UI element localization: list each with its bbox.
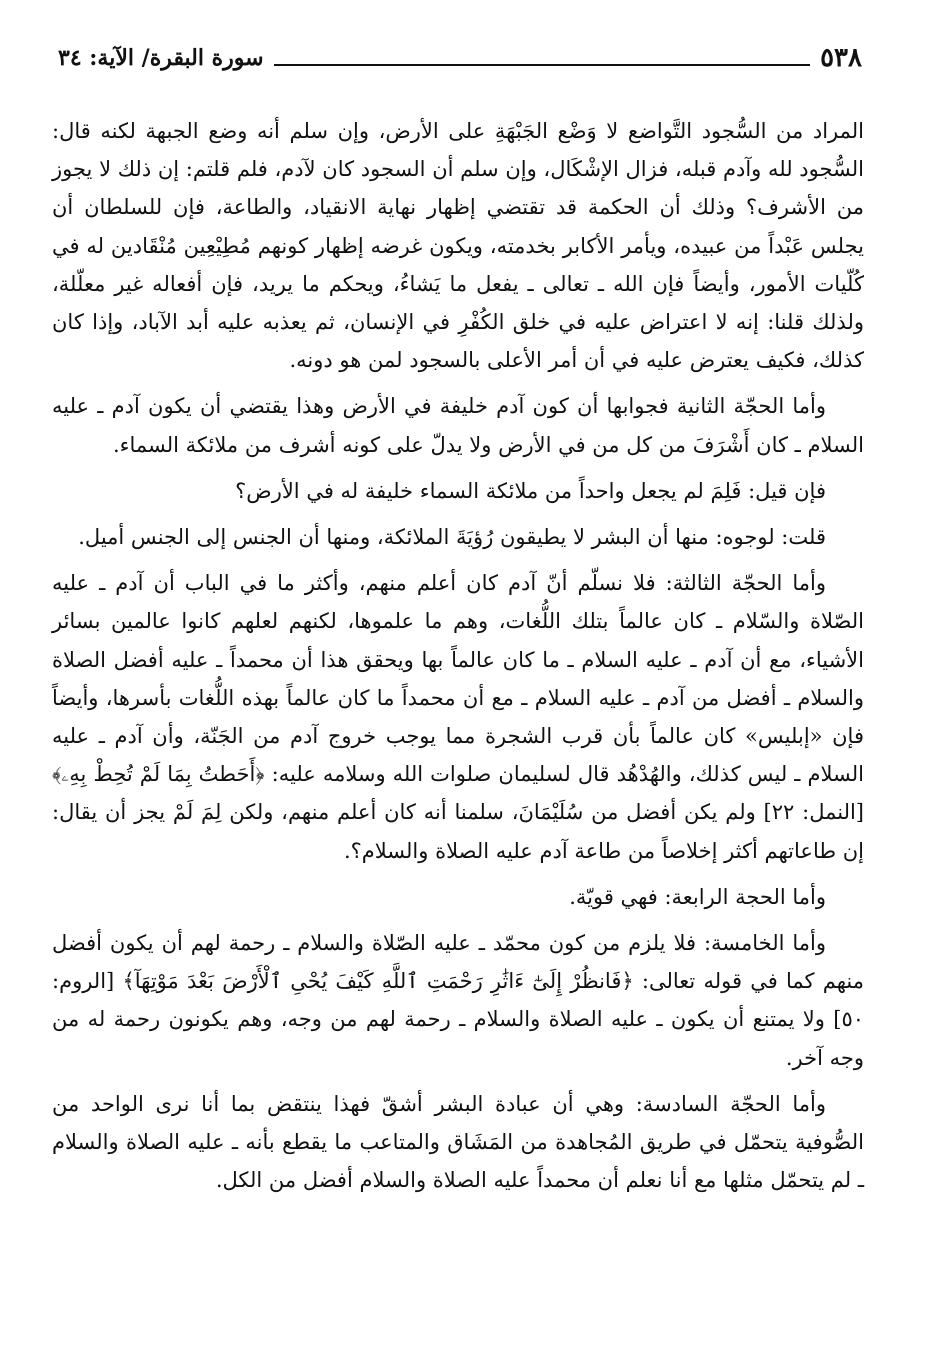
paragraph-1: المراد من السُّجود التَّواضع لا وَضْع الجَبْهَةِ على الأرض، وإن سلم أنه وضع الجبهة لكنه قال: السُّجود لله وآدم قبله، فزال الإشْكَال، وإن سلم أن السجود كان لآدم، فلم قلتم: إن ذلك لا يجوز من الأشرف؟ وذلك أن الحكمة قد تقتضي إظهار نهاية الانقياد، والطاعة، فإن للسلطان أن يجلس عَبْداً من عبيده، ويأمر الأكابر بخدمته، ويكون غرضه إظهار كونهم مُطِيْعِين مُنْقَادين له في كُلّيات الأمور، وأيضاً فإن الله ـ تعالى ـ يفعل ما يَشاءُ، ويحكم ما يريد، فإن أفعاله غير معلّلة، ولذلك قلنا: إنه لا اعتراض عليه في خلق الكُفْرِ في الإنسان، ثم يعذبه عليه أبد الآباد، وإذا كان كذلك، فكيف يعترض عليه في أن أمر الأعلى بالسجود لمن هو دونه. — [52, 119, 864, 373]
paragraph-8: وأما الحجّة السادسة: وهي أن عبادة البشر أشقّ فهذا ينتقض بما أنا نرى الواحد من الصُّوفية يتحمّل في طريق المُجاهدة من المَشَاق والمتاعب ما يقطع بأنه ـ عليه الصلاة والسلام ـ لم يتحمّل مثلها مع أنا نعلم أن محمداً عليه الصلاة والسلام أفضل من الكل. — [52, 1091, 864, 1193]
paragraph-2: وأما الحجّة الثانية فجوابها أن كون آدم خليفة في الأرض وهذا يقتضي أن يكون آدم ـ عليه السلام ـ كان أَشْرَفَ من كل من في الأرض ولا يدلّ على كونه أشرف من ملائكة السماء. — [52, 394, 864, 457]
paragraph-4: قلت: لوجوه: منها أن البشر لا يطيقون رُؤيَةَ الملائكة، ومنها أن الجنس إلى الجنس أميل. — [78, 525, 826, 550]
header-rule — [274, 64, 811, 66]
page-body — [52, 112, 864, 1207]
paragraph-6: وأما الحجة الرابعة: فهي قويّة. — [569, 884, 826, 909]
paragraph-7: وأما الخامسة: فلا يلزم من كون محمّد ـ عليه الصّلاة والسلام ـ رحمة لهم أن يكون أفضل منهم كما في قوله تعالى: ﴿فَانظُرْ إِلَىٰٓ ءَاثَٰرِ رَحْمَتِ ٱللَّهِ كَيْفَ يُحْىِ ٱلْأَرْضَ بَعْدَ مَوْتِهَآ﴾ [الروم: ٥٠] ولا يمتنع أن يكون ـ عليه الصلاة والسلام ـ رحمة لهم من وجه، وهم يكونون رحمة له من وجه آخر. — [52, 931, 864, 1070]
paragraph-5: وأما الحجّة الثالثة: فلا نسلّم أنّ آدم كان أعلم منهم، وأكثر ما في الباب أن آدم ـ عليه الصّلاة والسّلام ـ كان عالماً بتلك اللُّغات، وهم ما علموها، لكنهم لعلهم كانوا عالمين بسائر الأشياء، مع أن آدم ـ عليه السلام ـ ما كان عالماً بها ويحقق هذا أن محمداً ـ عليه أفضل الصلاة والسلام ـ أفضل من آدم ـ عليه السلام ـ مع أن محمداً ما كان عالماً بهذه اللُّغات بأسرها، وأيضاً فإن «إبليس» كان عالماً بأن قرب الشجرة مما يوجب خروج آدم من الجَنّة، وأن آدم ـ عليه السلام ـ ليس كذلك، والهُدْهُد قال لسليمان صلوات الله وسلامه عليه: ﴿أَحَطتُ بِمَا لَمْ تُحِطْ بِهِۦ﴾ [النمل: ٢٢] ولم يكن أفضل من سُلَيْمَانَ، سلمنا أنه كان أعلم منهم، ولكن لِمَ لَمْ يجز أن يقال: إن طاعاتهم أكثر إخلاصاً من طاعة آدم عليه الصلاة والسلام؟. — [52, 571, 865, 863]
paragraph-3: فإن قيل: فَلِمَ لم يجعل واحداً من ملائكة السماء خليفة له في الأرض؟ — [235, 478, 826, 503]
page-number: ٥٣٨ — [820, 43, 862, 73]
page-header — [58, 38, 862, 78]
running-title: سورة البقرة/ الآية: ٣٤ — [58, 45, 264, 71]
